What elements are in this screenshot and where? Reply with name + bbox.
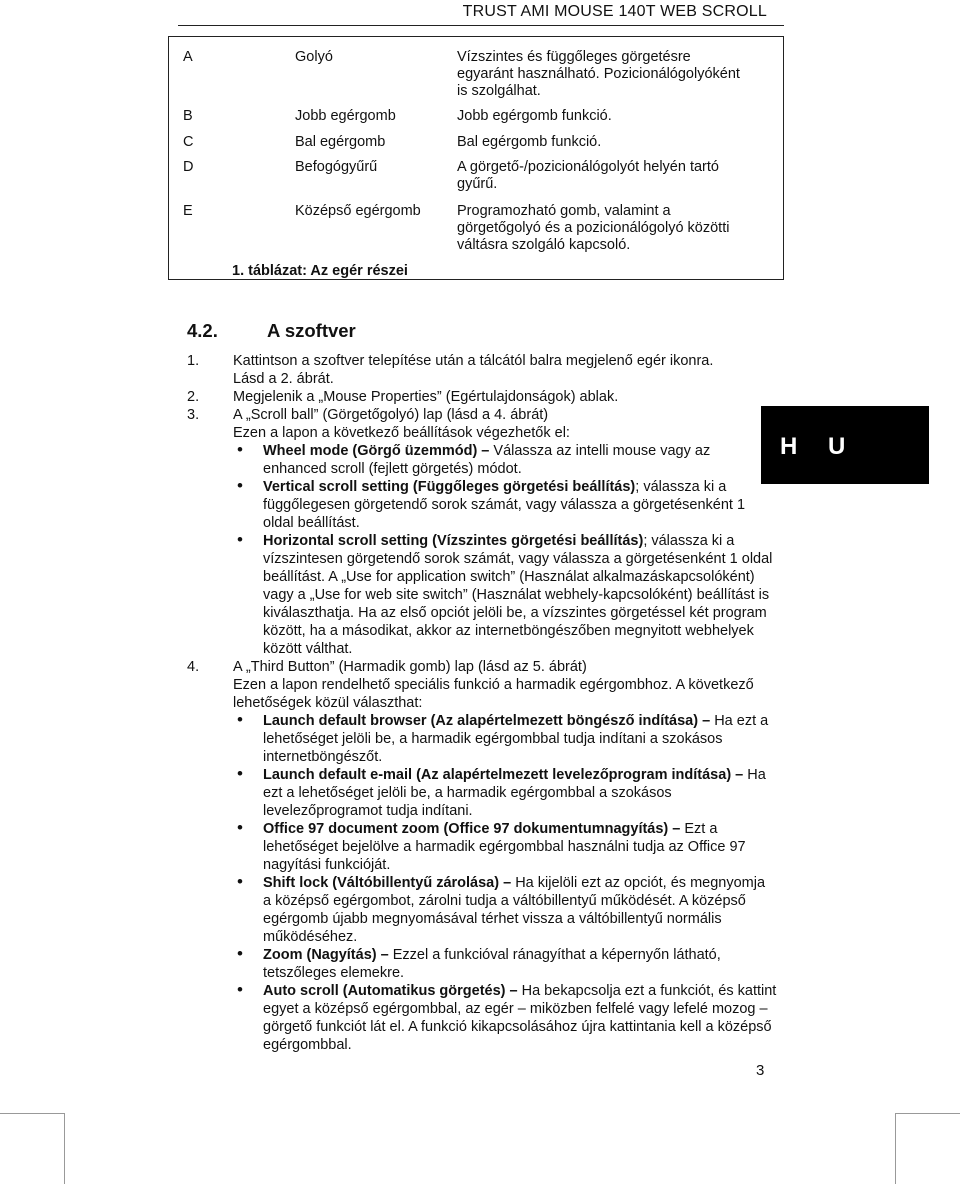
part-name: Befogógyűrű bbox=[295, 159, 378, 175]
option-description: Ha ezt a lehetőséget jelöli be, a harmadik egérgombbal tudja indítani a szokásos internetböngészőt. bbox=[263, 713, 769, 765]
crop-mark-left-h bbox=[0, 1113, 64, 1114]
section-number: 4.2. bbox=[187, 320, 218, 341]
option-description: Ha kijelöli ezt az opciót, és megnyomja a középső egérgombot, zárolni tudja a váltóbillentyű működését. A középső egérgomb újabb megnyomásával térhet vissza a váltóbillentyű normális működéséhez. bbox=[263, 875, 766, 945]
list-item bbox=[233, 766, 777, 820]
option-name: Horizontal scroll setting (Vízszintes görgetési beállítás) bbox=[263, 533, 644, 549]
part-key: E bbox=[183, 203, 193, 219]
option-description: Ha ezt a lehetőséget jelöli be, a harmadik egérgombbal a szokásos levelezőprogramot tudja indítani. bbox=[263, 767, 766, 819]
option-description: Ha bekapcsolja ezt a funkciót, és kattint egyet a középső egérgombbal, az egér – miközben felfelé vagy lefelé mozog – görgető funkciót lát el. A funkció kikapcsolásához újra kattintania kell a középső egérgombbal. bbox=[263, 983, 777, 1053]
crop-mark-right-v bbox=[895, 1113, 896, 1184]
option-name: Shift lock (Váltóbillentyű zárolása) – bbox=[263, 875, 512, 891]
step-number: 3. bbox=[187, 407, 200, 423]
part-key: C bbox=[183, 134, 194, 150]
step-text: Ezen a lapon rendelhető speciális funkció a harmadik egérgombhoz. A következő lehetőségek közül választhat: bbox=[233, 677, 754, 711]
list-item bbox=[233, 982, 777, 1054]
step-item bbox=[187, 406, 777, 658]
crop-mark-left-v bbox=[64, 1113, 65, 1184]
step-item bbox=[187, 352, 777, 388]
option-description: Válassza az intelli mouse vagy az enhanced scroll (fejlett görgetés) módot. bbox=[263, 443, 711, 477]
part-name: Középső egérgomb bbox=[295, 203, 421, 219]
step-text: A „Third Button” (Harmadik gomb) lap (lásd az 5. ábrát) bbox=[233, 659, 587, 675]
part-description: Vízszintes és függőleges görgetésre egyaránt használható. Pozicionálógolyóként is szolgálhat. bbox=[457, 49, 740, 99]
header-rule bbox=[178, 25, 784, 26]
mouse-parts-table bbox=[168, 36, 784, 280]
list-item bbox=[233, 820, 777, 874]
option-name: Launch default browser (Az alapértelmezett böngésző indítása) – bbox=[263, 713, 711, 729]
list-item bbox=[233, 946, 777, 982]
bullet-list bbox=[233, 712, 777, 1054]
section-title: A szoftver bbox=[267, 320, 356, 341]
option-description: Ezzel a funkcióval ránagyíthat a képernyőn látható, tetszőleges elemekre. bbox=[263, 947, 721, 981]
step-number: 4. bbox=[187, 659, 200, 675]
step-item bbox=[187, 658, 777, 1054]
option-name: Launch default e-mail (Az alapértelmezett levelezőprogram indítása) – bbox=[263, 767, 744, 783]
option-name: Zoom (Nagyítás) – bbox=[263, 947, 389, 963]
option-name: Auto scroll (Automatikus görgetés) – bbox=[263, 983, 518, 999]
page-number: 3 bbox=[756, 1062, 765, 1079]
section-heading bbox=[187, 320, 356, 342]
step-text: Lásd a 2. ábrát. bbox=[233, 371, 334, 387]
option-description: Ezt a lehetőséget bejelölve a harmadik egérgombbal használni tudja az Office 97 nagyítási funkcióját. bbox=[263, 821, 746, 873]
part-description: Jobb egérgomb funkció. bbox=[457, 108, 612, 124]
part-name: Bal egérgomb bbox=[295, 134, 386, 150]
option-name: Wheel mode (Görgő üzemmód) – bbox=[263, 443, 490, 459]
part-description: Bal egérgomb funkció. bbox=[457, 134, 602, 150]
step-text: Megjelenik a „Mouse Properties” (Egértulajdonságok) ablak. bbox=[233, 389, 619, 405]
step-text: Ezen a lapon a következő beállítások végezhetők el: bbox=[233, 425, 570, 441]
part-description: A görgető-/pozicionálógolyót helyén tartó gyűrű. bbox=[457, 159, 719, 192]
option-name: Office 97 document zoom (Office 97 dokumentumnagyítás) – bbox=[263, 821, 681, 837]
list-item bbox=[233, 712, 777, 766]
step-text: Kattintson a szoftver telepítése után a tálcától balra megjelenő egér ikonra. bbox=[233, 353, 714, 369]
language-tab bbox=[761, 406, 929, 484]
document-header-title: TRUST AMI MOUSE 140T WEB SCROLL bbox=[462, 3, 767, 20]
part-key: A bbox=[183, 49, 193, 65]
part-name: Jobb egérgomb bbox=[295, 108, 396, 124]
list-item bbox=[233, 532, 777, 658]
part-key: B bbox=[183, 108, 193, 124]
instructions-body bbox=[187, 352, 777, 1054]
step-item bbox=[187, 388, 777, 406]
option-name: Vertical scroll setting (Függőleges görgetési beállítás) bbox=[263, 479, 636, 495]
step-text: A „Scroll ball” (Görgetőgolyó) lap (lásd a 4. ábrát) bbox=[233, 407, 549, 423]
step-number: 1. bbox=[187, 353, 200, 369]
language-tab-label: H U bbox=[780, 433, 858, 460]
crop-mark-right-h bbox=[895, 1113, 960, 1114]
step-number: 2. bbox=[187, 389, 200, 405]
list-item bbox=[233, 478, 777, 532]
list-item bbox=[233, 874, 777, 946]
option-description: ; válassza ki a vízszintesen görgetendő sorok számát, vagy válassza a görgetésenként 1 oldal beállítást. A „Use for application switch” (Használat alkalmazáskapcsolóként) vagy a „Use for web site switch” (Használat webhely-kapcsolóként) beállítást is kiválaszthatja. Ha az első opciót jelöli be, a vízszintes görgetéssel két program között, ha a másodikat, akkor az internetböngészőben megnyitott webhelyek között válthat. bbox=[263, 533, 773, 657]
part-key: D bbox=[183, 159, 194, 175]
part-name: Golyó bbox=[295, 49, 333, 65]
list-item bbox=[233, 442, 777, 478]
table-caption: 1. táblázat: Az egér részei bbox=[232, 263, 408, 279]
bullet-list bbox=[233, 442, 777, 658]
part-description: Programozható gomb, valamint a görgetőgolyó és a pozicionálógolyó közötti váltásra szolgáló kapcsoló. bbox=[457, 203, 730, 253]
option-description: ; válassza ki a függőlegesen görgetendő sorok számát, vagy válassza a görgetésenként 1 oldal beállítást. bbox=[263, 479, 746, 531]
